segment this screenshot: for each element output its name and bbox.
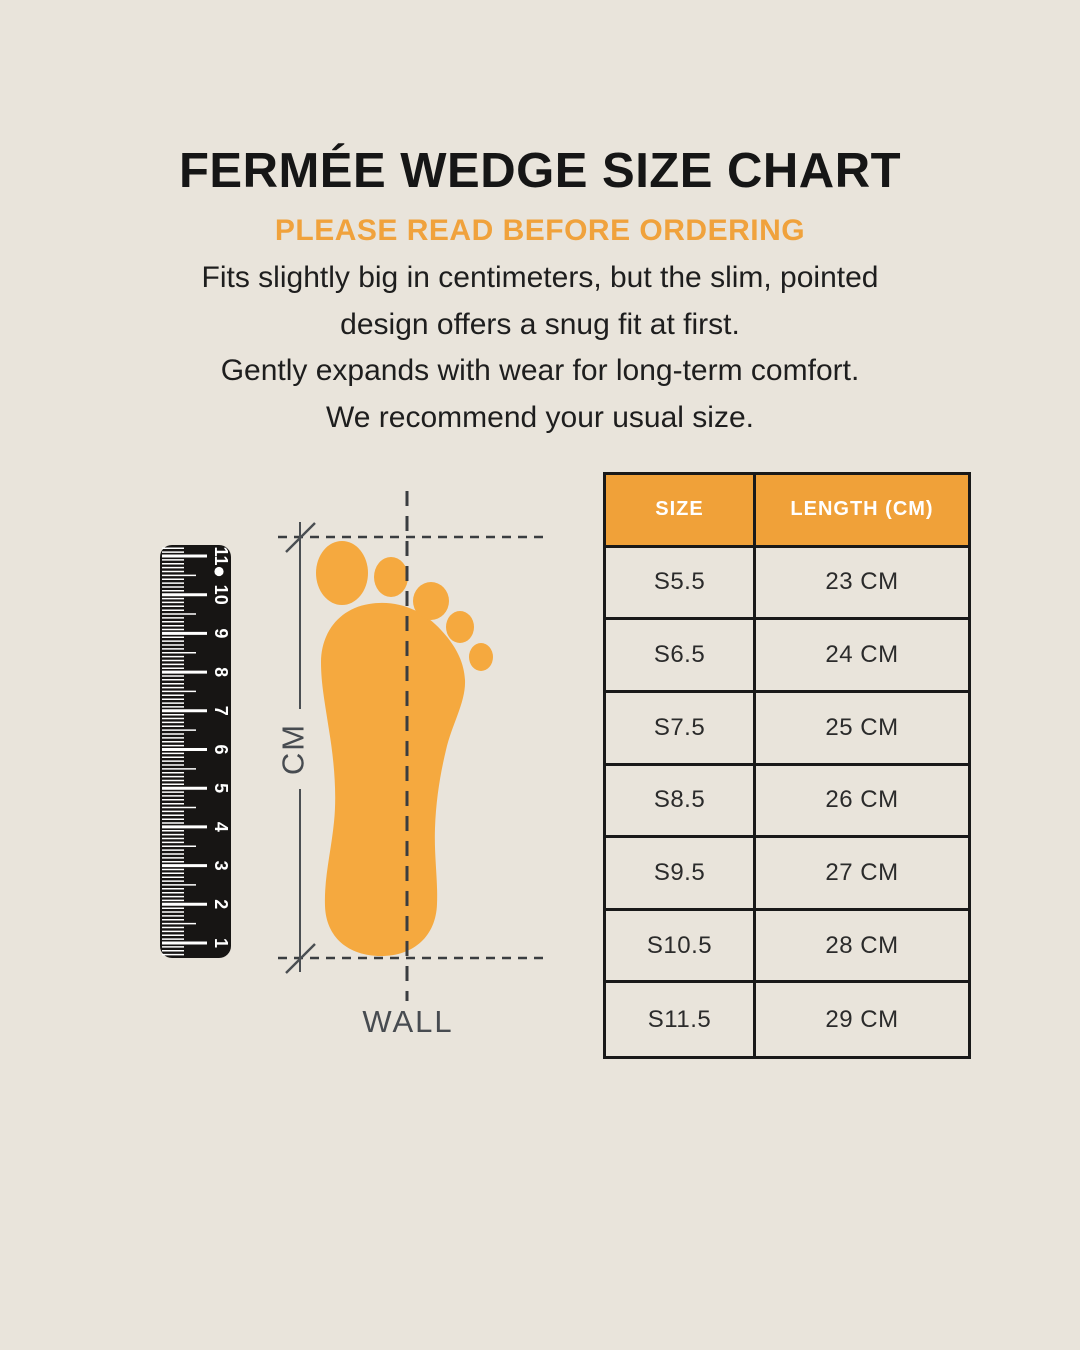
toe-3-shape (413, 582, 449, 620)
toe-2-shape (374, 557, 408, 597)
fit-description-line-1: Fits slightly big in centimeters, but the slim, pointed (201, 261, 879, 294)
size-cell-row-7: S11.5 (606, 983, 756, 1056)
ruler-hole-icon (214, 567, 223, 576)
fit-description-line-2: design offers a snug fit at first. (340, 307, 740, 341)
footprint-icon (316, 541, 493, 956)
length-cell-row-3: 25 CM (756, 693, 968, 766)
ruler-number: 6 (211, 744, 231, 755)
length-cell-row-5: 27 CM (756, 838, 968, 911)
ruler-number: 2 (211, 899, 231, 910)
toe-5-shape (469, 643, 493, 671)
size-cell-row-1: S5.5 (606, 548, 756, 621)
length-cell-row-6: 28 CM (756, 911, 968, 984)
ruler-number: 10 (211, 584, 231, 605)
foot-measuring-diagram (130, 455, 600, 1065)
cm-label: CM (275, 722, 311, 776)
fit-description-line-4: We recommend your usual size. (326, 400, 754, 434)
fit-description (0, 255, 1080, 441)
ruler-number: 1 (211, 937, 231, 949)
ruler-number: 5 (211, 783, 231, 794)
table-header-size: SIZE (606, 475, 756, 548)
page-title: FERMÉE WEDGE SIZE CHART (178, 143, 902, 198)
size-table (603, 472, 971, 1059)
ruler-number: 9 (211, 628, 231, 639)
size-cell-row-3: S7.5 (606, 693, 756, 766)
fit-description-line-3: Gently expands with wear for long-term comfort. (220, 354, 860, 387)
foot-sole-shape (321, 603, 465, 956)
size-cell-row-5: S9.5 (606, 838, 756, 911)
length-cell-row-4: 26 CM (756, 766, 968, 839)
ruler-number: 4 (211, 821, 231, 832)
ruler-number: 7 (211, 705, 231, 716)
size-cell-row-2: S6.5 (606, 620, 756, 693)
size-cell-row-4: S8.5 (606, 766, 756, 839)
length-cell-row-1: 23 CM (756, 548, 968, 621)
ruler-number: 11 (211, 546, 231, 566)
length-cell-row-2: 24 CM (756, 620, 968, 693)
ruler-number: 8 (211, 667, 231, 678)
table-header-length: LENGTH (CM) (756, 475, 968, 548)
length-cell-row-7: 29 CM (825, 1005, 899, 1033)
size-cell-row-6: S10.5 (606, 911, 756, 984)
big-toe-shape (316, 541, 368, 605)
ruler-graphic (160, 545, 231, 958)
toe-4-shape (446, 611, 474, 643)
ruler-number: 3 (211, 860, 231, 871)
wall-label: WALL (362, 1004, 454, 1039)
warning-subtitle: PLEASE READ BEFORE ORDERING (274, 214, 806, 247)
